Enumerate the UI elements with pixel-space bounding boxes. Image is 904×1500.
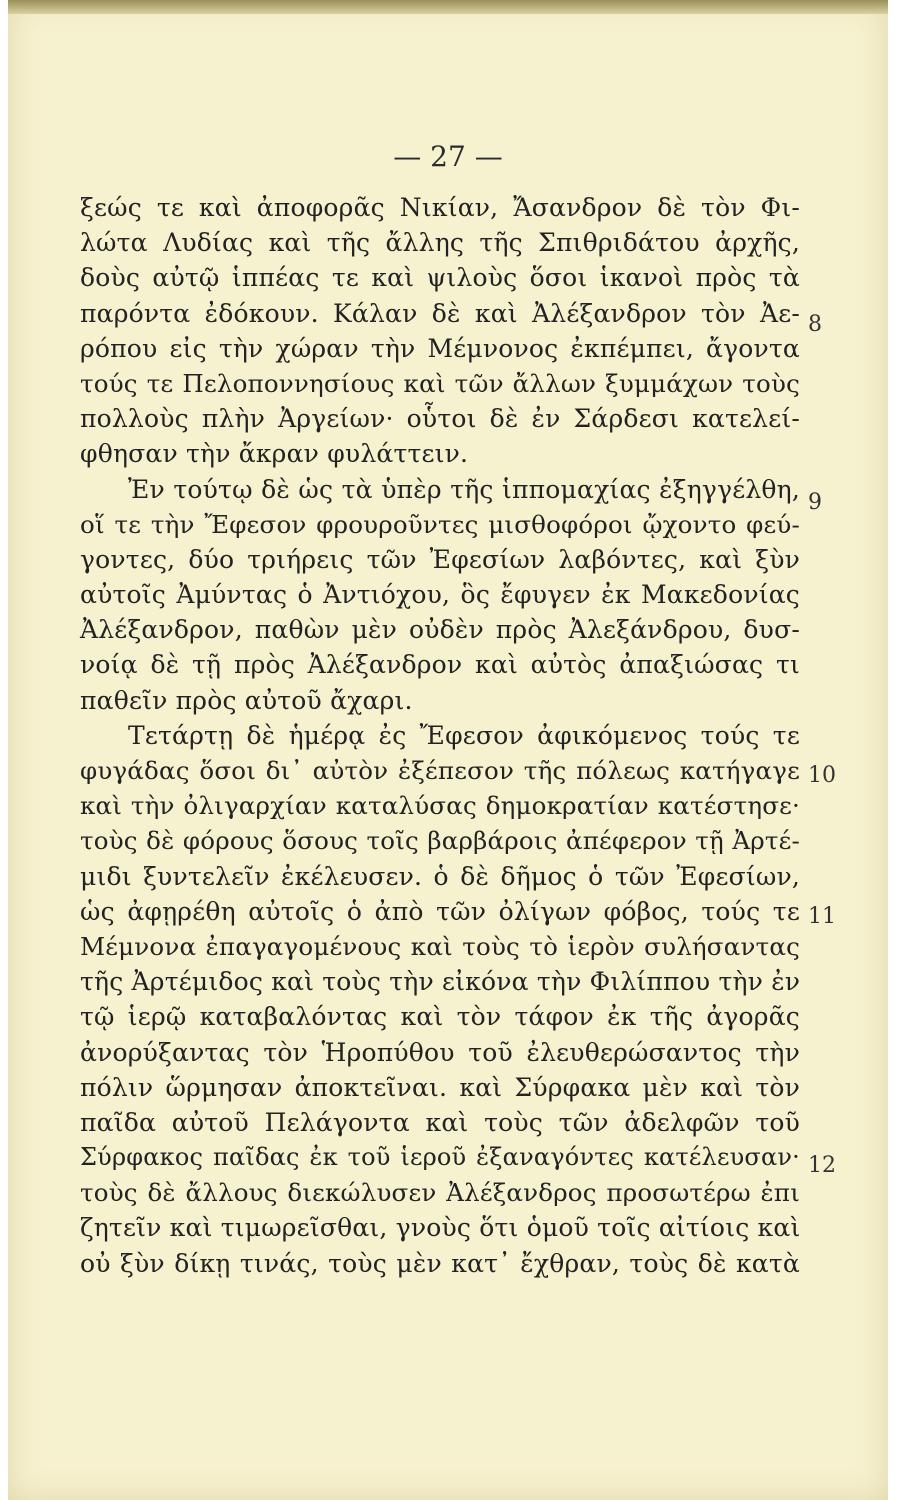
text-line: ρόπου εἰς τὴν χώραν τὴν Μέμνονος ἐκπέμπει, ἄγοντα [80, 333, 800, 363]
text-line: ζητεῖν καὶ τιμωρεῖσθαι, γνοὺς ὅτι ὁμοῦ τοῖς αἰτίοις καὶ [80, 1213, 801, 1243]
margin-section-number: 11 [808, 904, 836, 929]
text-line: Σύρφακος παῖδας ἐκ τοῦ ἱεροῦ ἐξαναγόντες κατέλευσαν· [80, 1143, 800, 1172]
text-line: νοίᾳ δὲ τῇ πρὸς Ἀλέξανδρον καὶ αὐτὸς ἀπαξιώσας τι [80, 650, 800, 680]
text-line: τοὺς δὲ ἄλλους διεκώλυσεν Ἀλέξανδρος προσωτέρω ἐπι [80, 1178, 800, 1208]
text-line: ἀνορύξαντας τὸν Ἡροπύθου τοῦ ἐλευθερώσαντος τὴν [80, 1037, 800, 1067]
text-line: Μέμνονα ἐπαγαγομένους καὶ τοὺς τὸ ἱερὸν συλήσαντας [80, 931, 800, 961]
margin-section-number: 8 [808, 312, 822, 337]
book-page [8, 0, 888, 1500]
text-line: φυγάδας ὅσοι δι᾽ αὐτὸν ἐξέπεσον τῆς πόλεως κατήγαγε [80, 756, 800, 785]
margin-section-number: 9 [808, 490, 822, 515]
text-line: φθησαν τὴν ἄκραν φυλάττειν. [80, 439, 469, 469]
text-line: Ἐν τούτῳ δὲ ὡς τὰ ὑπὲρ τῆς ἱππομαχίας ἐξηγγέλθη, [128, 474, 800, 504]
text-line: παθεῖν πρὸς αὐτοῦ ἄχαρι. [80, 685, 413, 715]
text-line: αὐτοῖς Ἀμύντας ὁ Ἀντιόχου, ὃς ἔφυγεν ἐκ Μακεδονίας [80, 580, 800, 610]
text-line: πόλιν ὥρμησαν ἀποκτεῖναι. καὶ Σύρφακα μὲν καὶ τὸν [80, 1072, 800, 1102]
text-line: γοντες, δύο τριήρεις τῶν Ἐφεσίων λαβόντες, καὶ ξὺν [80, 544, 800, 574]
text-line: Ἀλέξανδρον, παθὼν μὲν οὐδὲν πρὸς Ἀλεξάνδρου, δυσ- [80, 615, 800, 645]
page-number: — 27 — [393, 140, 503, 173]
text-line: οἵ τε τὴν Ἔφεσον φρουροῦντες μισθοφόροι ᾤχοντο φεύ- [80, 509, 800, 539]
text-line: οὐ ξὺν δίκῃ τινάς, τοὺς μὲν κατ᾽ ἔχθραν, τοὺς δὲ κατὰ [80, 1248, 800, 1278]
text-line: τοὺς δὲ φόρους ὅσους τοῖς βαρβάροις ἀπέφερον τῇ Ἀρτέ- [80, 826, 800, 856]
text-line: πολλοὺς πλὴν Ἀργείων· οὗτοι δὲ ἐν Σάρδεσι κατελεί- [80, 404, 800, 434]
text-line: ὡς ἀφῃρέθη αὐτοῖς ὁ ἀπὸ τῶν ὀλίγων φόβος, τούς τε [80, 896, 800, 926]
page-top-edge [8, 0, 888, 14]
text-line: δοὺς αὐτῷ ἱππέας τε καὶ ψιλοὺς ὅσοι ἱκανοὶ πρὸς τὰ [80, 263, 800, 293]
text-line: παρόντα ἐδόκουν. Κάλαν δὲ καὶ Ἀλέξανδρον τὸν Ἀε- [80, 298, 800, 328]
text-line: μιδι ξυντελεῖν ἐκέλευσεν. ὁ δὲ δῆμος ὁ τῶν Ἐφεσίων, [80, 861, 800, 891]
margin-section-number: 10 [808, 763, 836, 788]
text-line: τῷ ἱερῷ καταβαλόντας καὶ τὸν τάφον ἐκ τῆς ἀγορᾶς [80, 1002, 800, 1032]
text-line: λώτα Λυδίας καὶ τῆς ἄλλης τῆς Σπιθριδάτου ἀρχῆς, [80, 228, 800, 258]
text-line: καὶ τὴν ὀλιγαρχίαν καταλύσας δημοκρατίαν κατέστησε· [80, 791, 800, 821]
margin-section-number: 12 [808, 1153, 836, 1178]
text-line: τῆς Ἀρτέμιδος καὶ τοὺς τὴν εἰκόνα τὴν Φιλίππου τὴν ἐν [80, 967, 801, 997]
body-text [80, 190, 800, 1281]
text-line: παῖδα αὐτοῦ Πελάγοντα καὶ τοὺς τῶν ἀδελφῶν τοῦ [80, 1107, 800, 1137]
text-line: Τετάρτῃ δὲ ἡμέρᾳ ἐς Ἔφεσον ἀφικόμενος τούς τε [128, 720, 800, 750]
text-line: ξεώς τε καὶ ἀποφορᾶς Νικίαν, Ἄσανδρον δὲ τὸν Φι- [80, 193, 800, 222]
text-line: τούς τε Πελοποννησίους καὶ τῶν ἄλλων ξυμμάχων τοὺς [80, 368, 800, 398]
